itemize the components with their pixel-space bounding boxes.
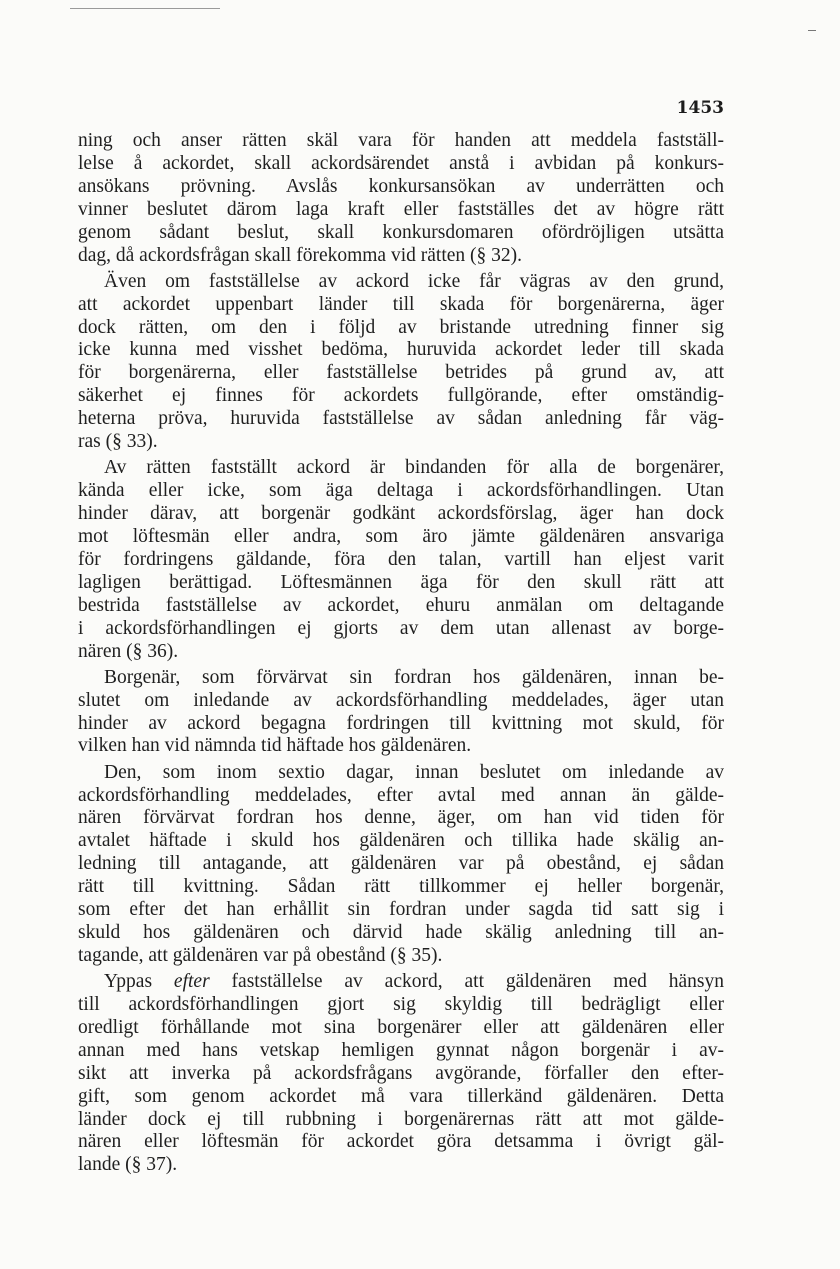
text-line: rätt till kvittning. Sådan rätt tillkommer ej heller borgenär, xyxy=(78,876,724,898)
text-line: oredligt förhållande mot sina borgenärer eller att gäldenären eller xyxy=(78,1016,724,1038)
text-line: vinner beslutet därom laga kraft eller fastställes det av högre rätt xyxy=(78,198,724,220)
text-line: gift, som genom ackordet må vara tillerkänd gäldenären. Detta xyxy=(78,1085,724,1107)
text-line: ras (§ 33). xyxy=(78,431,158,453)
text-line: Av rätten fastställt ackord är bindanden för alla de borgenärer, xyxy=(104,457,724,479)
paragraph-6 xyxy=(78,971,724,1177)
text-line: hinder av ackord begagna fordringen till kvittning mot skuld, för xyxy=(78,712,724,734)
body-text xyxy=(78,130,724,1177)
text-line: Borgenär, som förvärvat sin fordran hos gäldenären, innan be- xyxy=(104,666,724,688)
text-line: sikt att inverka på ackordsfrågans avgörande, förfaller den efter- xyxy=(78,1062,724,1084)
text-line: tagande, att gäldenären var på obestånd (§ 35). xyxy=(78,944,443,966)
text-line: bestrida fastställelse av ackordet, ehuru anmälan om deltagande xyxy=(78,594,724,616)
corner-mark xyxy=(808,30,816,31)
text-line: för borgenärerna, eller fastställelse betrides på grund av, att xyxy=(78,362,724,384)
text-line: Den, som inom sextio dagar, innan beslutet om inledande av xyxy=(104,761,724,783)
text-line: att ackordet uppenbart länder till skada för borgenärerna, äger xyxy=(78,293,724,315)
paragraph-1 xyxy=(78,130,724,267)
text-run: fastställelse av ackord, att gäldenären med hänsyn xyxy=(209,971,724,993)
text-line: säkerhet ej finnes för ackordets fullgörande, efter omständig- xyxy=(78,385,724,407)
text-line: skuld hos gäldenären och därvid hade skälig anledning till an- xyxy=(78,922,724,943)
text-line: ledning till antagande, att gäldenären var på obestånd, ej sådan xyxy=(78,853,724,875)
text-line: lelse å ackordet, skall ackordsärendet anstå i avbidan på konkurs- xyxy=(78,152,724,174)
paragraph-3 xyxy=(78,457,724,663)
text-line: mot löftesmän eller andra, som äro jämte gäldenären ansvariga xyxy=(78,526,724,547)
text-line: hinder därav, att borgenär godkänt ackordsförslag, äger han dock xyxy=(78,503,724,525)
text-run: Yppas xyxy=(104,971,174,993)
paragraph-4 xyxy=(78,667,724,759)
paragraph-2 xyxy=(78,271,724,454)
text-line: heterna pröva, huruvida fastställelse av sådan anledning får väg- xyxy=(78,408,724,430)
text-line: nären eller löftesmän för ackordet göra detsamma i övrigt gäl- xyxy=(78,1131,724,1153)
text-line: dag, då ackordsfrågan skall förekomma vid rätten (§ 32). xyxy=(78,244,523,266)
paragraph-5 xyxy=(78,762,724,968)
top-rule xyxy=(70,8,220,9)
text-line: genom sådant beslut, skall konkursdomaren ofördröjligen utsätta xyxy=(78,221,724,243)
text-line: Även om fastställelse av ackord icke får vägras av den grund, xyxy=(104,270,724,292)
text-line: slutet om inledande av ackordsförhandling meddelades, äger utan xyxy=(78,689,724,711)
text-line: ning och anser rätten skäl vara för handen att meddela fastställ- xyxy=(78,130,724,151)
emphasis-text: efter xyxy=(173,971,210,993)
page-number: 1453 xyxy=(676,98,724,118)
text-line: i ackordsförhandlingen ej gjorts av dem utan allenast av borge- xyxy=(78,617,724,639)
text-line: nären (§ 36). xyxy=(78,640,179,662)
text-line: lande (§ 37). xyxy=(78,1154,178,1176)
text-line: dock rätten, om den i följd av bristande utredning finner sig xyxy=(78,316,724,338)
text-line: till ackordsförhandlingen gjort sig skyldig till bedrägligt eller xyxy=(78,994,724,1016)
text-line: icke kunna med visshet bedöma, huruvida ackordet leder till skada xyxy=(78,339,724,361)
text-line: ansökans prövning. Avslås konkursansökan av underrätten och xyxy=(78,175,724,197)
text-line: ackordsförhandling meddelades, efter avtal med annan än gälde- xyxy=(78,784,724,806)
text-line: lagligen berättigad. Löftesmännen äga för den skull rätt att xyxy=(78,571,724,593)
text-line: nären förvärvat fordran hos denne, äger, om han vid tiden för xyxy=(78,807,724,829)
text-line: för fordringens gäldande, föra den talan, vartill han eljest varit xyxy=(78,548,724,570)
text-line: länder dock ej till rubbning i borgenärernas rätt att mot gälde- xyxy=(78,1108,724,1130)
text-line: annan med hans vetskap hemligen gynnat någon borgenär i av- xyxy=(78,1039,724,1061)
text-line: vilken han vid nämnda tid häftade hos gäldenären. xyxy=(78,735,472,757)
text-line: som efter det han erhållit sin fordran under sagda tid satt sig i xyxy=(78,899,724,921)
text-line: kända eller icke, som äga deltaga i ackordsförhandlingen. Utan xyxy=(78,480,724,502)
text-line xyxy=(78,971,724,994)
text-line: avtalet häftade i skuld hos gäldenären och tillika hade skälig an- xyxy=(78,830,724,852)
